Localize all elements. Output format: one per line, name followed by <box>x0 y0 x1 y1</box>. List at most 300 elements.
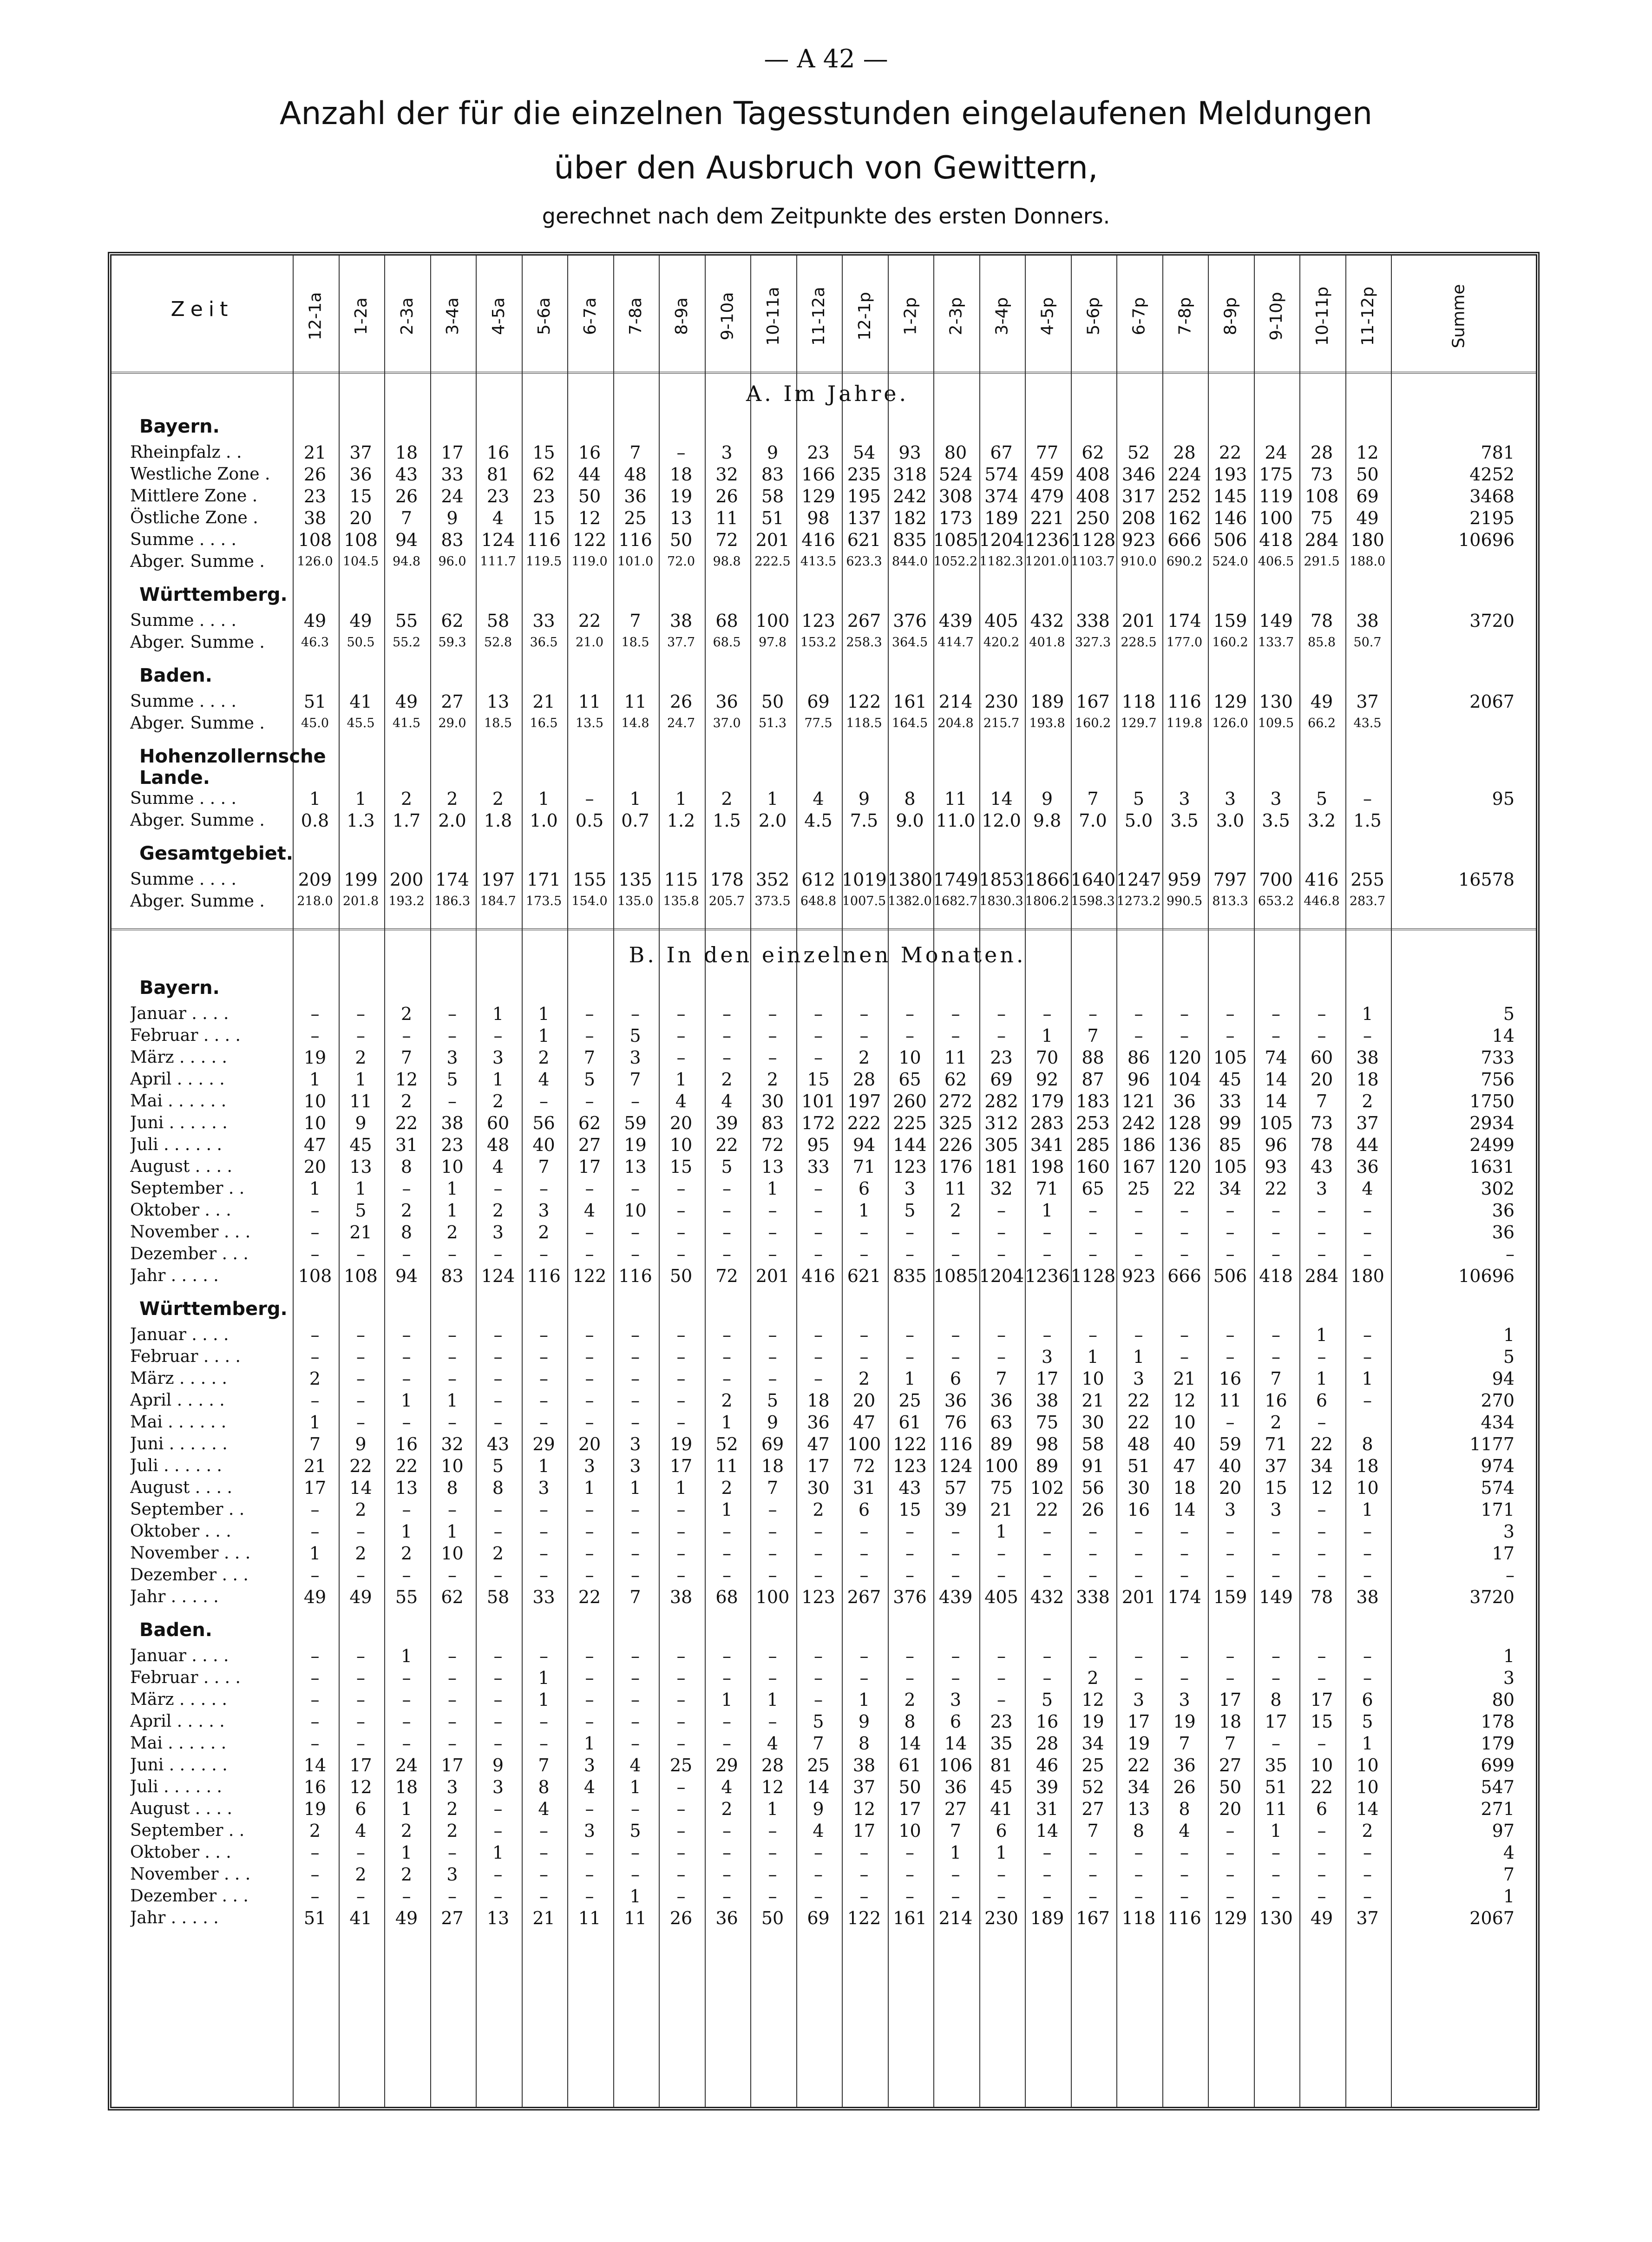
cell-value: – <box>1088 1646 1097 1666</box>
cell-value: 690.2 <box>1166 554 1203 569</box>
cell-value: – <box>676 1711 686 1732</box>
cell-value: 272 <box>938 1091 973 1111</box>
cell-value: 33 <box>532 1587 555 1607</box>
cell-value: 71 <box>1036 1178 1059 1199</box>
cell-value: – <box>310 1325 320 1345</box>
cell-value: – <box>814 1222 823 1243</box>
cell-value: 2 <box>355 1543 367 1564</box>
cell-value: 15 <box>1265 1478 1287 1498</box>
cell-value: 14 <box>349 1478 372 1498</box>
cell-value: 49 <box>1356 508 1379 528</box>
cell-value: – <box>448 1091 457 1111</box>
cell-value: 11 <box>1265 1799 1287 1819</box>
cell-value: 7 <box>1270 1368 1282 1389</box>
cell-value: 50 <box>898 1777 921 1797</box>
cell-value: 16 <box>1219 1368 1242 1389</box>
cell-value: 17 <box>578 1157 601 1177</box>
cell-value: – <box>905 1886 914 1907</box>
cell-value: 19 <box>303 1047 327 1068</box>
cell-value: 352 <box>755 869 790 890</box>
cell-value: 195 <box>847 486 881 506</box>
cell-value: – <box>1363 1390 1372 1411</box>
cell-value: 1 <box>492 1069 504 1090</box>
cell-value: – <box>356 1690 365 1710</box>
cell-value: – <box>1363 1543 1372 1564</box>
cell-value: – <box>676 1200 686 1221</box>
row-label: Abger. Summe . <box>130 633 265 652</box>
cell-value: – <box>448 1668 457 1688</box>
cell-value: 62 <box>441 1587 464 1607</box>
table-row <box>111 631 1538 654</box>
cell-value: 1085 <box>933 1266 978 1286</box>
cell-value: 108 <box>298 530 332 550</box>
cell-value: – <box>1317 1244 1326 1264</box>
cell-value: – <box>448 1886 457 1907</box>
cell-value: – <box>1272 1886 1280 1907</box>
cell-value: 432 <box>1030 1587 1064 1607</box>
cell-value: 17 <box>349 1755 372 1775</box>
cell-value: 74 <box>1265 1047 1287 1068</box>
cell-value: 346 <box>1121 464 1156 485</box>
cell-value: 183 <box>1076 1091 1110 1111</box>
cell-value: 235 <box>847 464 881 485</box>
cell-value: 10 <box>441 1157 464 1177</box>
cell-value: – <box>631 1178 640 1199</box>
cell-value: – <box>814 1864 823 1885</box>
cell-value: 21 <box>990 1499 1013 1520</box>
cell-value: 14 <box>1173 1499 1196 1520</box>
cell-value: 122 <box>847 691 881 712</box>
cell-value: 201 <box>1121 1587 1156 1607</box>
cell-value: – <box>539 1390 548 1411</box>
cell-value: – <box>905 1521 914 1542</box>
row-label: September . . <box>130 1500 245 1519</box>
cell-value: 405 <box>984 1587 1018 1607</box>
cell-value: 27 <box>1219 1755 1242 1775</box>
cell-value: – <box>356 1368 365 1389</box>
cell-value: – <box>1363 1026 1372 1046</box>
cell-value: 2 <box>309 1368 321 1389</box>
cell-value: 52 <box>715 1434 738 1454</box>
cell-value: 13 <box>395 1478 418 1498</box>
cell-value: – <box>997 1543 1006 1564</box>
cell-value: 1598.3 <box>1071 894 1115 908</box>
cell-value: 167 <box>1121 1157 1156 1177</box>
cell-value: 205.7 <box>708 894 745 908</box>
cell-value: – <box>814 1842 823 1863</box>
row-label: Mai . . . . . . <box>130 1091 227 1111</box>
cell-value: 3 <box>1179 1690 1190 1710</box>
cell-value: – <box>905 1244 914 1264</box>
cell-value: – <box>1180 1200 1189 1221</box>
cell-value: 36 <box>944 1390 967 1411</box>
cell-value: – <box>951 1244 960 1264</box>
cell-value: 20 <box>1310 1069 1333 1090</box>
cell-value: 25 <box>807 1755 830 1775</box>
cell-value: – <box>1317 1222 1326 1243</box>
cell-sum: 5 <box>1503 1347 1514 1367</box>
cell-value: – <box>768 1521 777 1542</box>
cell-value: 1 <box>446 1178 458 1199</box>
cell-value: 43.5 <box>1353 716 1382 730</box>
cell-value: – <box>676 1521 686 1542</box>
cell-value: 16 <box>395 1434 418 1454</box>
cell-value: 96 <box>1265 1135 1287 1155</box>
cell-value: – <box>310 1668 320 1688</box>
cell-value: 4 <box>1362 1178 1373 1199</box>
cell-value: 7.5 <box>850 810 878 831</box>
cell-sum: 974 <box>1481 1456 1514 1476</box>
cell-value: 85 <box>1219 1135 1242 1155</box>
cell-value: 2 <box>400 1543 413 1564</box>
cell-value: – <box>1226 1222 1235 1243</box>
cell-value: 177.0 <box>1166 635 1203 650</box>
cell-value: – <box>539 1325 548 1345</box>
cell-value: 3 <box>904 1178 916 1199</box>
cell-value: 1866 <box>1025 869 1070 890</box>
cell-value: 136 <box>1167 1135 1201 1155</box>
cell-value: 18 <box>1356 1069 1379 1090</box>
cell-value: 9 <box>858 1711 870 1732</box>
cell-value: 69 <box>807 1908 830 1928</box>
cell-value: 46.3 <box>301 635 329 650</box>
cell-value: – <box>631 1543 640 1564</box>
table-row <box>111 1564 1538 1586</box>
row-label: September . . <box>130 1179 245 1198</box>
cell-value: – <box>722 1886 731 1907</box>
cell-value: 3 <box>492 1777 504 1797</box>
cell-sum: 4 <box>1503 1842 1514 1863</box>
cell-value: 189 <box>984 508 1018 528</box>
cell-value: 11 <box>624 1908 647 1928</box>
cell-value: 20 <box>578 1434 601 1454</box>
row-label: Dezember . . . <box>130 1244 249 1263</box>
cell-value: 24 <box>1265 442 1287 463</box>
cell-value: – <box>448 1842 457 1863</box>
cell-value: 3 <box>1270 789 1282 809</box>
cell-value: 5.0 <box>1124 810 1153 831</box>
row-label: Dezember . . . <box>130 1887 249 1906</box>
cell-value: 34 <box>1219 1178 1242 1199</box>
cell-value: 1236 <box>1025 1266 1070 1286</box>
cell-value: 20 <box>303 1157 327 1177</box>
cell-value: 14 <box>303 1755 327 1775</box>
cell-value: 16 <box>303 1777 327 1797</box>
cell-value: – <box>448 1368 457 1389</box>
cell-value: 3 <box>583 1821 596 1841</box>
header-hour-label: 4-5p <box>1038 297 1057 335</box>
header-hour <box>1162 270 1208 362</box>
cell-value: 2 <box>721 1799 733 1819</box>
row-label: Januar . . . . <box>130 1646 229 1665</box>
cell-value: 2 <box>858 1047 870 1068</box>
cell-value: 1 <box>538 789 550 809</box>
cell-value: – <box>722 1325 731 1345</box>
cell-value: 31 <box>852 1478 876 1498</box>
cell-value: 70 <box>1036 1047 1059 1068</box>
cell-value: 61 <box>898 1755 921 1775</box>
cell-value: 2 <box>492 789 504 809</box>
cell-value: 15 <box>349 486 372 506</box>
cell-value: 50.7 <box>1353 635 1382 650</box>
cell-value: – <box>768 1368 777 1389</box>
cell-value: – <box>1363 1244 1372 1264</box>
table-row <box>111 529 1538 551</box>
header-hour <box>1254 270 1300 362</box>
cell-value: – <box>1272 1004 1280 1024</box>
cell-value: – <box>1042 1325 1052 1345</box>
cell-value: – <box>722 1733 731 1754</box>
cell-value: 197 <box>481 869 515 890</box>
cell-value: – <box>310 1690 320 1710</box>
cell-value: – <box>768 1565 777 1585</box>
cell-value: 5 <box>446 1069 458 1090</box>
row-label: September . . <box>130 1821 245 1840</box>
table-row <box>111 1411 1538 1433</box>
cell-value: – <box>1180 1543 1189 1564</box>
cell-value: 54 <box>852 442 876 463</box>
row-label: Summe . . . . <box>130 692 236 711</box>
cell-value: 119.0 <box>571 554 608 569</box>
cell-value: – <box>722 1668 731 1688</box>
cell-value: 1 <box>904 1368 916 1389</box>
cell-value: 167 <box>1076 1908 1110 1928</box>
cell-value: 45.0 <box>301 716 329 730</box>
cell-value: 1.8 <box>484 810 512 831</box>
cell-sum: – <box>1506 1565 1514 1585</box>
cell-value: 5 <box>904 1200 916 1221</box>
header-hour-label: 4-5a <box>489 297 508 335</box>
cell-value: 8 <box>538 1777 550 1797</box>
cell-value: 99 <box>1219 1113 1242 1133</box>
cell-value: 26 <box>395 486 418 506</box>
cell-value: 16 <box>578 442 601 463</box>
header-hour <box>339 270 385 362</box>
cell-value: 22 <box>1127 1390 1150 1411</box>
cell-value: 41 <box>990 1799 1013 1819</box>
cell-value: 3.0 <box>1216 810 1245 831</box>
cell-value: 46 <box>1036 1755 1059 1775</box>
cell-value: 312 <box>984 1113 1018 1133</box>
cell-value: – <box>402 1886 411 1907</box>
cell-value: 22 <box>578 611 601 631</box>
cell-value: 37 <box>349 442 372 463</box>
cell-value: – <box>1226 1521 1235 1542</box>
cell-value: – <box>997 1646 1006 1666</box>
cell-value: 68.5 <box>713 635 741 650</box>
cell-value: 2 <box>492 1091 504 1111</box>
cell-value: 30 <box>1127 1478 1150 1498</box>
cell-value: – <box>1317 1886 1326 1907</box>
cell-value: – <box>1088 1325 1097 1345</box>
cell-value: 50 <box>669 1266 693 1286</box>
table-row <box>111 868 1538 891</box>
cell-value: 1 <box>355 789 367 809</box>
cell-value: 36 <box>1356 1157 1379 1177</box>
cell-value: 101.0 <box>617 554 654 569</box>
cell-value: 153.2 <box>800 635 837 650</box>
table-row <box>111 1433 1538 1455</box>
cell-value: 45 <box>990 1777 1013 1797</box>
cell-value: 15 <box>807 1069 830 1090</box>
cell-value: 6 <box>996 1821 1007 1841</box>
cell-value: 17 <box>1310 1690 1333 1710</box>
cell-value: 124 <box>481 1266 515 1286</box>
cell-value: 416 <box>801 530 835 550</box>
cell-value: 50 <box>1356 464 1379 485</box>
cell-value: 9 <box>355 1434 367 1454</box>
cell-value: 284 <box>1305 530 1339 550</box>
cell-value: – <box>1272 1244 1280 1264</box>
cell-value: 51 <box>1265 1777 1287 1797</box>
cell-value: 35 <box>990 1733 1013 1754</box>
cell-value: 94 <box>852 1135 876 1155</box>
cell-value: 1380 <box>887 869 933 890</box>
cell-value: – <box>493 1799 503 1819</box>
cell-value: – <box>722 1200 731 1221</box>
cell-value: 4 <box>721 1777 733 1797</box>
cell-value: – <box>402 1178 411 1199</box>
cell-value: 49 <box>349 1587 372 1607</box>
table-row <box>111 1243 1538 1265</box>
cell-value: 14 <box>1265 1069 1287 1090</box>
cell-value: 2 <box>813 1499 824 1520</box>
cell-value: – <box>1363 1222 1372 1243</box>
cell-value: 2 <box>721 1069 733 1090</box>
cell-value: – <box>310 1026 320 1046</box>
cell-value: 376 <box>893 611 927 631</box>
cell-value: 1 <box>1133 1347 1145 1367</box>
cell-value: 171 <box>527 869 561 890</box>
cell-value: 242 <box>893 486 927 506</box>
cell-value: 252 <box>1167 486 1201 506</box>
cell-value: 62 <box>1082 442 1104 463</box>
cell-value: – <box>722 1821 731 1841</box>
cell-value: 14 <box>1265 1091 1287 1111</box>
cell-value: – <box>722 1004 731 1024</box>
cell-value: 72 <box>715 1266 738 1286</box>
page-number: — A 42 — <box>764 44 888 73</box>
cell-value: 18 <box>761 1456 784 1476</box>
cell-value: – <box>493 1178 503 1199</box>
cell-value: 92 <box>1036 1069 1059 1090</box>
cell-value: – <box>402 1244 411 1264</box>
cell-value: 39 <box>944 1499 967 1520</box>
cell-value: 34 <box>1310 1456 1333 1476</box>
cell-value: 813.3 <box>1212 894 1248 908</box>
cell-value: – <box>1317 1200 1326 1221</box>
table-row <box>111 1689 1538 1711</box>
cell-value: 30 <box>761 1091 784 1111</box>
header-hour <box>796 270 842 362</box>
cell-value: 73 <box>1310 1113 1333 1133</box>
cell-value: – <box>493 1325 503 1345</box>
cell-value: 19 <box>303 1799 327 1819</box>
cell-value: 22 <box>395 1456 418 1476</box>
cell-value: 135.8 <box>663 894 699 908</box>
row-label: Februar . . . . <box>130 1347 241 1366</box>
cell-value: – <box>676 1799 686 1819</box>
cell-value: 123 <box>801 1587 835 1607</box>
cell-value: 10 <box>898 1047 921 1068</box>
cell-value: 6 <box>950 1368 962 1389</box>
cell-value: – <box>768 1026 777 1046</box>
cell-value: – <box>814 1886 823 1907</box>
cell-value: – <box>493 1690 503 1710</box>
group-name: Bayern. <box>139 416 220 437</box>
cell-value: 21 <box>349 1222 372 1243</box>
cell-value: – <box>951 1668 960 1688</box>
row-label: April . . . . . <box>130 1391 225 1410</box>
cell-value: – <box>585 1668 594 1688</box>
cell-value: 58 <box>1082 1434 1104 1454</box>
cell-value: 9.8 <box>1033 810 1062 831</box>
cell-value: – <box>1317 1004 1326 1024</box>
cell-sum: 733 <box>1481 1047 1514 1068</box>
cell-value: – <box>539 1733 548 1754</box>
cell-value: 1.7 <box>392 810 421 831</box>
header-hour <box>522 270 568 362</box>
cell-value: – <box>768 1499 777 1520</box>
cell-value: – <box>585 789 594 809</box>
header-zeit: Zeit <box>170 297 234 321</box>
cell-value: 71 <box>1265 1434 1287 1454</box>
cell-value: 22 <box>1310 1777 1333 1797</box>
cell-value: 4 <box>767 1733 779 1754</box>
cell-value: 11 <box>944 1047 967 1068</box>
cell-value: – <box>493 1412 503 1433</box>
cell-value: – <box>1317 1733 1326 1754</box>
cell-value: 37 <box>1356 1113 1379 1133</box>
cell-value: – <box>585 1886 594 1907</box>
row-label: Östliche Zone . <box>130 508 258 527</box>
cell-value: 1830.3 <box>979 894 1023 908</box>
cell-value: 18 <box>1173 1478 1196 1498</box>
table-row <box>111 1776 1538 1798</box>
cell-value: 172 <box>801 1113 835 1133</box>
cell-value: – <box>631 1004 640 1024</box>
cell-value: – <box>768 1222 777 1243</box>
cell-value: – <box>676 1565 686 1585</box>
cell-value: – <box>493 1390 503 1411</box>
cell-value: – <box>310 1521 320 1542</box>
cell-value: 38 <box>852 1755 876 1775</box>
cell-value: – <box>722 1864 731 1885</box>
cell-value: 13.5 <box>575 716 604 730</box>
cell-value: – <box>814 1646 823 1666</box>
cell-value: 15 <box>532 508 555 528</box>
cell-value: – <box>585 1178 594 1199</box>
cell-value: 11 <box>944 1178 967 1199</box>
row-label: Summe . . . . <box>130 870 236 889</box>
cell-value: 122 <box>893 1434 927 1454</box>
cell-value: – <box>402 1026 411 1046</box>
cell-sum: 756 <box>1481 1069 1514 1090</box>
cell-value: – <box>585 1711 594 1732</box>
cell-value: 1 <box>858 1690 870 1710</box>
header-hour <box>842 270 888 362</box>
cell-value: 135.0 <box>617 894 654 908</box>
cell-value: – <box>1272 1026 1280 1046</box>
cell-value: 68 <box>715 611 738 631</box>
cell-value: 18 <box>1356 1456 1379 1476</box>
cell-value: 50 <box>578 486 601 506</box>
cell-value: 2 <box>767 1069 779 1090</box>
cell-value: – <box>768 1646 777 1666</box>
cell-value: – <box>402 1565 411 1585</box>
cell-value: 13 <box>349 1157 372 1177</box>
cell-value: 26 <box>669 691 693 712</box>
